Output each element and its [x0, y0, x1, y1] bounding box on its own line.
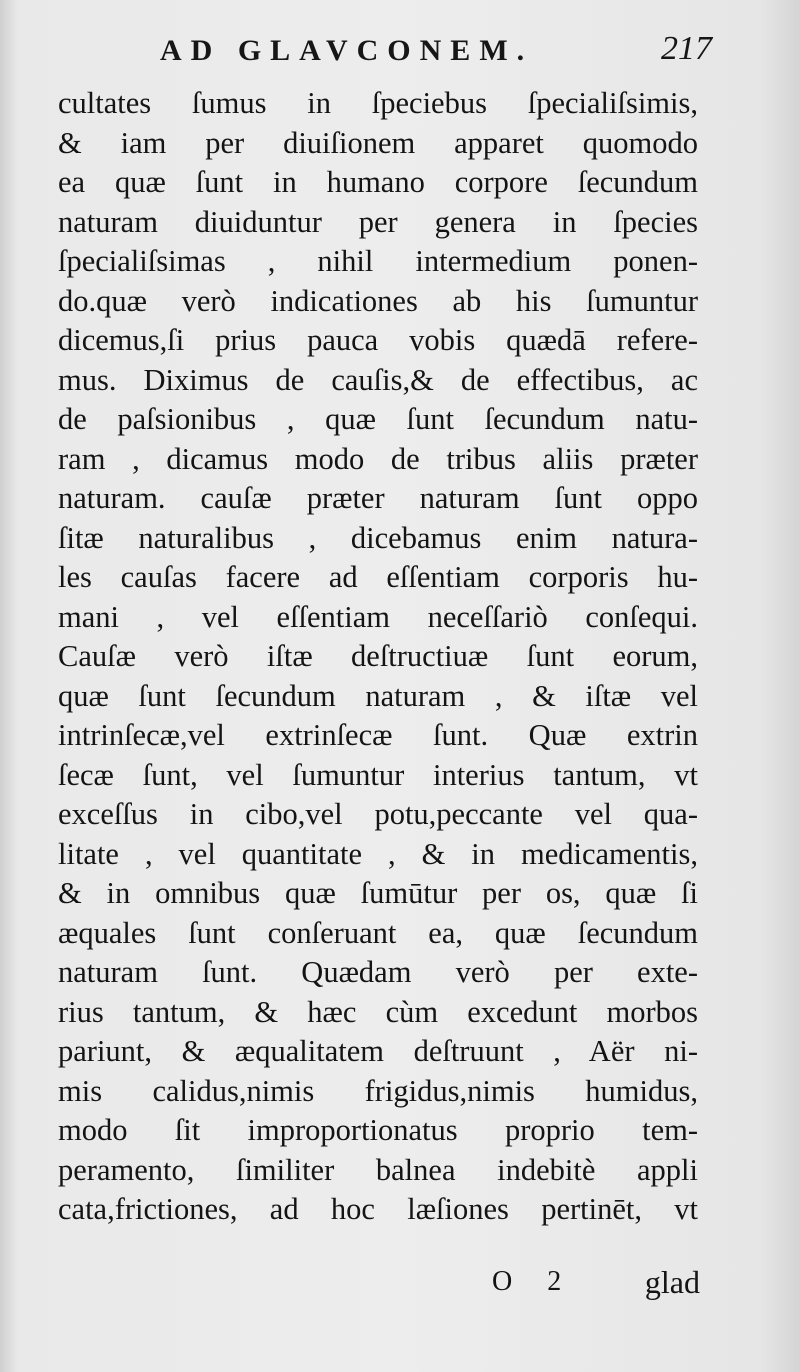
text-line: exceſſus in cibo,vel potu,peccante vel qua-	[58, 797, 698, 831]
text-line: ſecæ ſunt, vel ſumuntur interius tantum, vt	[58, 757, 698, 792]
text-line: cultates ſumus in ſpeciebus ſpecialiſsimis,	[58, 86, 698, 120]
text-line: litate , vel quantitate , & in medicamentis,	[58, 836, 698, 871]
page-footer	[60, 1266, 700, 1310]
text-line: ſpecialiſsimas , nihil intermedium ponen-	[58, 244, 698, 278]
text-line: les cauſas facere ad eſſentiam corporis hu-	[58, 560, 698, 594]
text-line: mus. Diximus de cauſis,& de effectibus, ac	[58, 362, 698, 397]
text-line: do.quæ verò indicationes ab his ſumuntur	[58, 283, 698, 318]
text-line: æquales ſunt conſeruant ea, quæ ſecundum	[58, 915, 698, 950]
text-line: ea quæ ſunt in humano corpore ſecundum	[58, 165, 698, 199]
text-line: naturam diuiduntur per genera in ſpecies	[58, 204, 698, 239]
text-line: intrinſecæ,vel extrinſecæ ſunt. Quæ extrin	[58, 718, 698, 752]
running-head	[60, 30, 712, 80]
text-line: peramento, ſimiliter balnea indebitè appli	[58, 1152, 698, 1187]
text-line: & in omnibus quæ ſumūtur per os, quæ ſi	[58, 876, 698, 910]
text-line: modo ſit improportionatus proprio tem-	[58, 1113, 698, 1147]
text-block	[58, 84, 698, 1230]
text-line: quæ ſunt ſecundum naturam , & iſtæ vel	[58, 678, 698, 713]
text-line: mis calidus,nimis frigidus,nimis humidus,	[58, 1073, 698, 1108]
signature-mark: O 2	[492, 1266, 576, 1297]
catchword: glad	[644, 1264, 700, 1300]
text-line: naturam. cauſæ præter naturam ſunt oppo	[58, 481, 698, 515]
page-number: 217	[661, 30, 712, 67]
text-line: cata,frictiones, ad hoc læſiones pertinēt, vt	[58, 1192, 698, 1226]
text-line: pariunt, & æqualitatem deſtruunt , Aër ni-	[58, 1034, 698, 1068]
text-line: ram , dicamus modo de tribus aliis præter	[58, 441, 698, 476]
text-line: de paſsionibus , quæ ſunt ſecundum natu-	[58, 402, 698, 436]
text-line: & iam per diuiſionem apparet quomodo	[58, 125, 698, 160]
text-line: naturam ſunt. Quædam verò per exte-	[58, 955, 698, 989]
text-line: rius tantum, & hæc cùm excedunt morbos	[58, 994, 698, 1029]
text-line: Cauſæ verò iſtæ deſtructiuæ ſunt eorum,	[58, 639, 698, 673]
running-head-title: AD GLAVCONEM.	[160, 34, 534, 67]
text-line: mani , vel eſſentiam neceſſariò conſequi.	[58, 599, 698, 634]
text-line: ſitæ naturalibus , dicebamus enim natura-	[58, 520, 698, 555]
text-line: dicemus,ſi prius pauca vobis quædā refere-	[58, 323, 698, 357]
